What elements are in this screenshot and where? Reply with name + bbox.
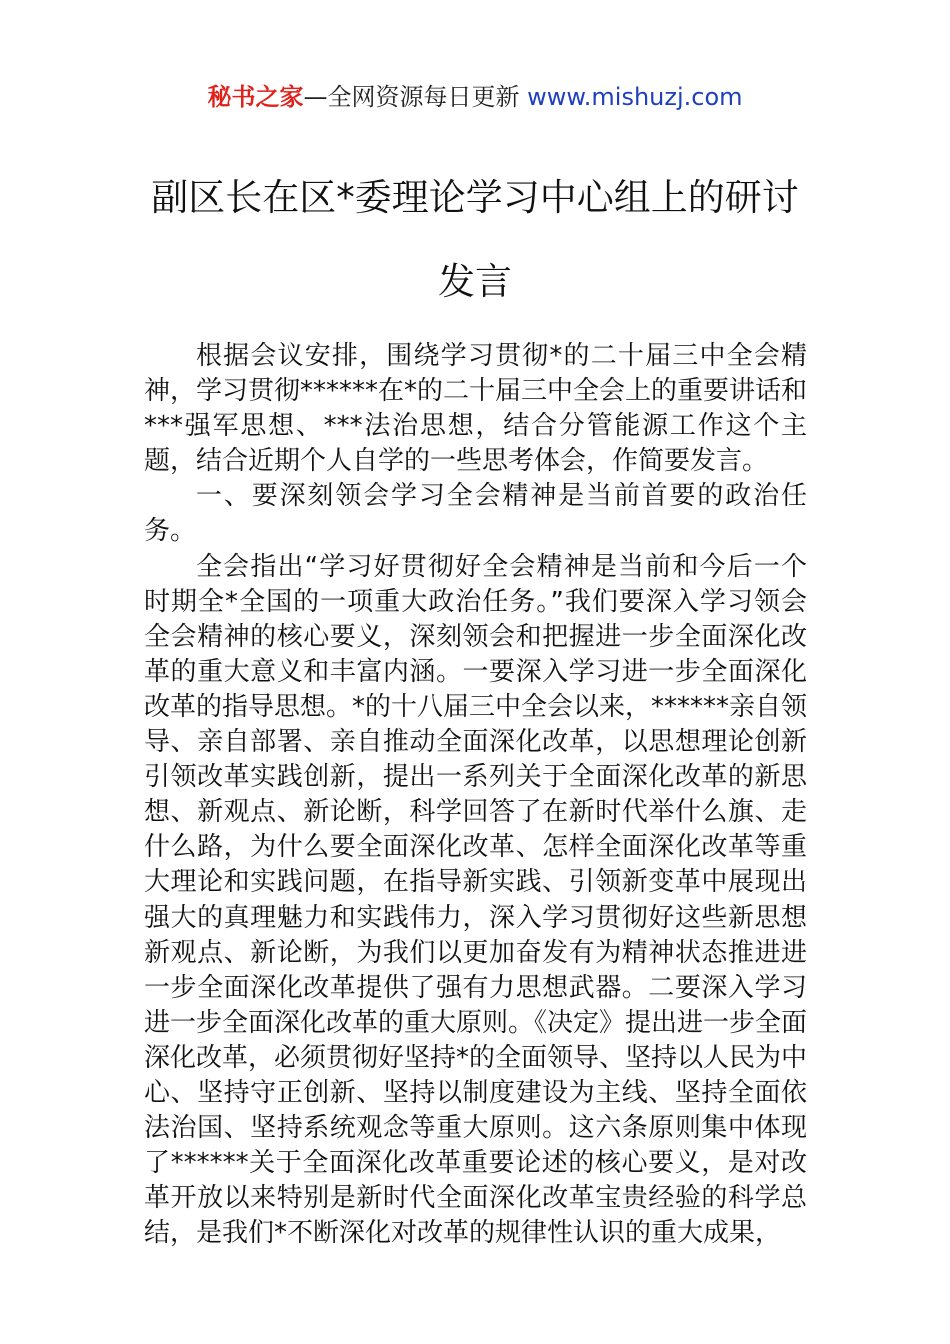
site-header — [0, 80, 950, 114]
section-heading-1: 一、要深刻领会学习全会精神是当前首要的政治任务。 — [144, 481, 807, 547]
document-title: 副区长在区*委理论学习中心组上的研讨发言 — [151, 176, 799, 303]
document-body — [144, 339, 807, 1251]
paragraph-body: 全会指出“学习好贯彻好全会精神是当前和今后一个时期全*全国的一项重大政治任务。”我们要深入学习领会全会精神的核心要义，深刻领会和把握进一步全面深化改革的重大意义和丰富内涵。一要深入学习进一步全面深化改革的指导思想。*的十八届三中全会以来，******亲自领导、亲自部署、亲自推动全面深化改革，以思想理论创新引领改革实践创新，提出一系列关于全面深化改革的新思想、新观点、新论断，科学回答了在新时代举什么旗、走什么路，为什么要全面深化改革、怎样全面深化改革等重大理论和实践问题，在指导新实践、引领新变革中展现出强大的真理魅力和实践伟力，深入学习贯彻好这些新思想新观点、新论断，为我们以更加奋发有为精神状态推进进一步全面深化改革提供了强有力思想武器。二要深入学习进一步全面深化改革的重大原则。《决定》提出进一步全面深化改革，必须贯彻好坚持*的全面领导、坚持以人民为中心、坚持守正创新、坚持以制度建设为主线、坚持全面依法治国、坚持系统观念等重大原则。这六条原则集中体现了******关于全面深化改革重要论述的核心要义，是对改革开放以来特别是新时代全面深化改革宝贵经验的科学总结，是我们*不断深化对改革的规律性认识的重大成果， — [144, 551, 808, 1249]
site-url-link[interactable]: www.mishuzj.com — [527, 83, 743, 111]
paragraph-intro: 根据会议安排，围绕学习贯彻*的二十届三中全会精神，学习贯彻******在*的二十届三中全会上的重要讲话和***强军思想、***法治思想，结合分管能源工作这个主题，结合近期个人自学的一些思考体会，作简要发言。 — [144, 341, 808, 477]
site-tagline: —全网资源每日更新 — [303, 83, 520, 111]
site-brand: 秘书之家 — [207, 83, 304, 111]
